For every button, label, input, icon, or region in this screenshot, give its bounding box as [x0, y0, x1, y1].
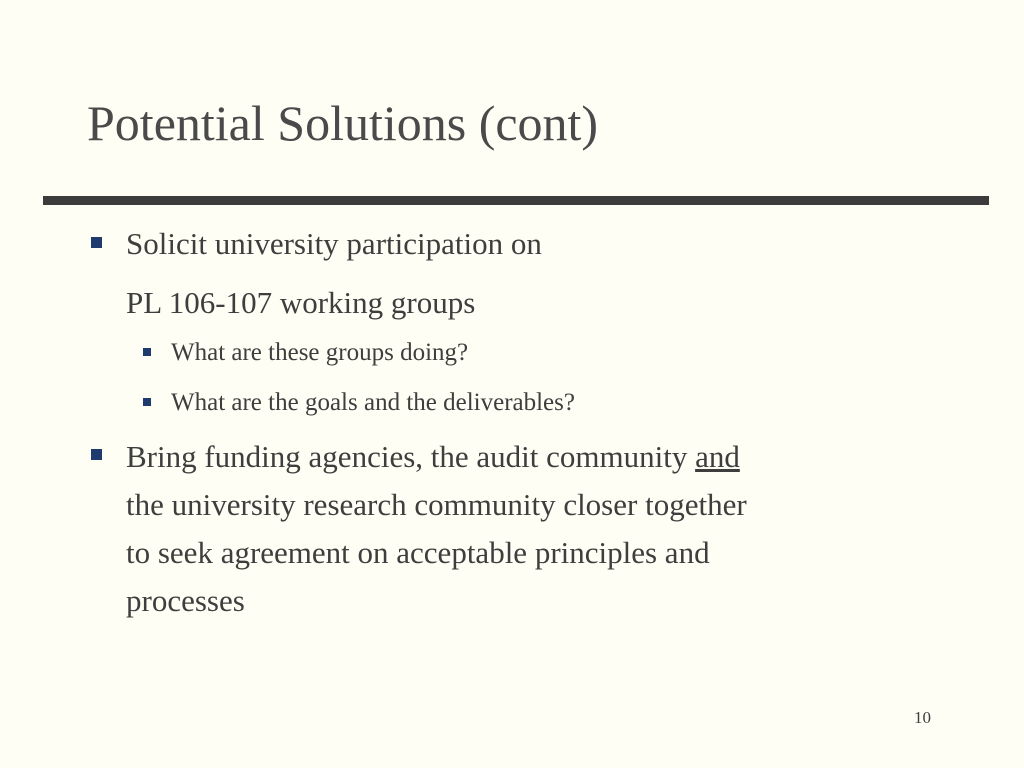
- bullet-2-underlined-word: and: [695, 439, 740, 474]
- sub-bullet-2: What are the goals and the deliverables?: [171, 389, 575, 416]
- slide-title: Potential Solutions (cont): [87, 95, 599, 151]
- sub-bullet-square-icon: [143, 398, 151, 406]
- bullet-2-line-1: [126, 437, 740, 477]
- title-divider: [43, 196, 989, 205]
- bullet-1-line-1: Solicit university participation on: [126, 226, 542, 261]
- bullet-2-line-2: the university research community closer together: [126, 487, 747, 522]
- bullet-2-line-4: processes: [126, 583, 245, 618]
- bullet-square-icon: [91, 449, 102, 460]
- bullet-2-line-3: to seek agreement on acceptable principles and: [126, 535, 710, 570]
- bullet-2-line-1-text: Bring funding agencies, the audit community: [126, 439, 696, 474]
- bullet-square-icon: [91, 237, 102, 248]
- page-number: 10: [914, 708, 931, 727]
- sub-bullet-1: What are these groups doing?: [171, 339, 469, 366]
- bullet-1-line-2: PL 106-107 working groups: [126, 285, 476, 320]
- sub-bullet-square-icon: [143, 348, 151, 356]
